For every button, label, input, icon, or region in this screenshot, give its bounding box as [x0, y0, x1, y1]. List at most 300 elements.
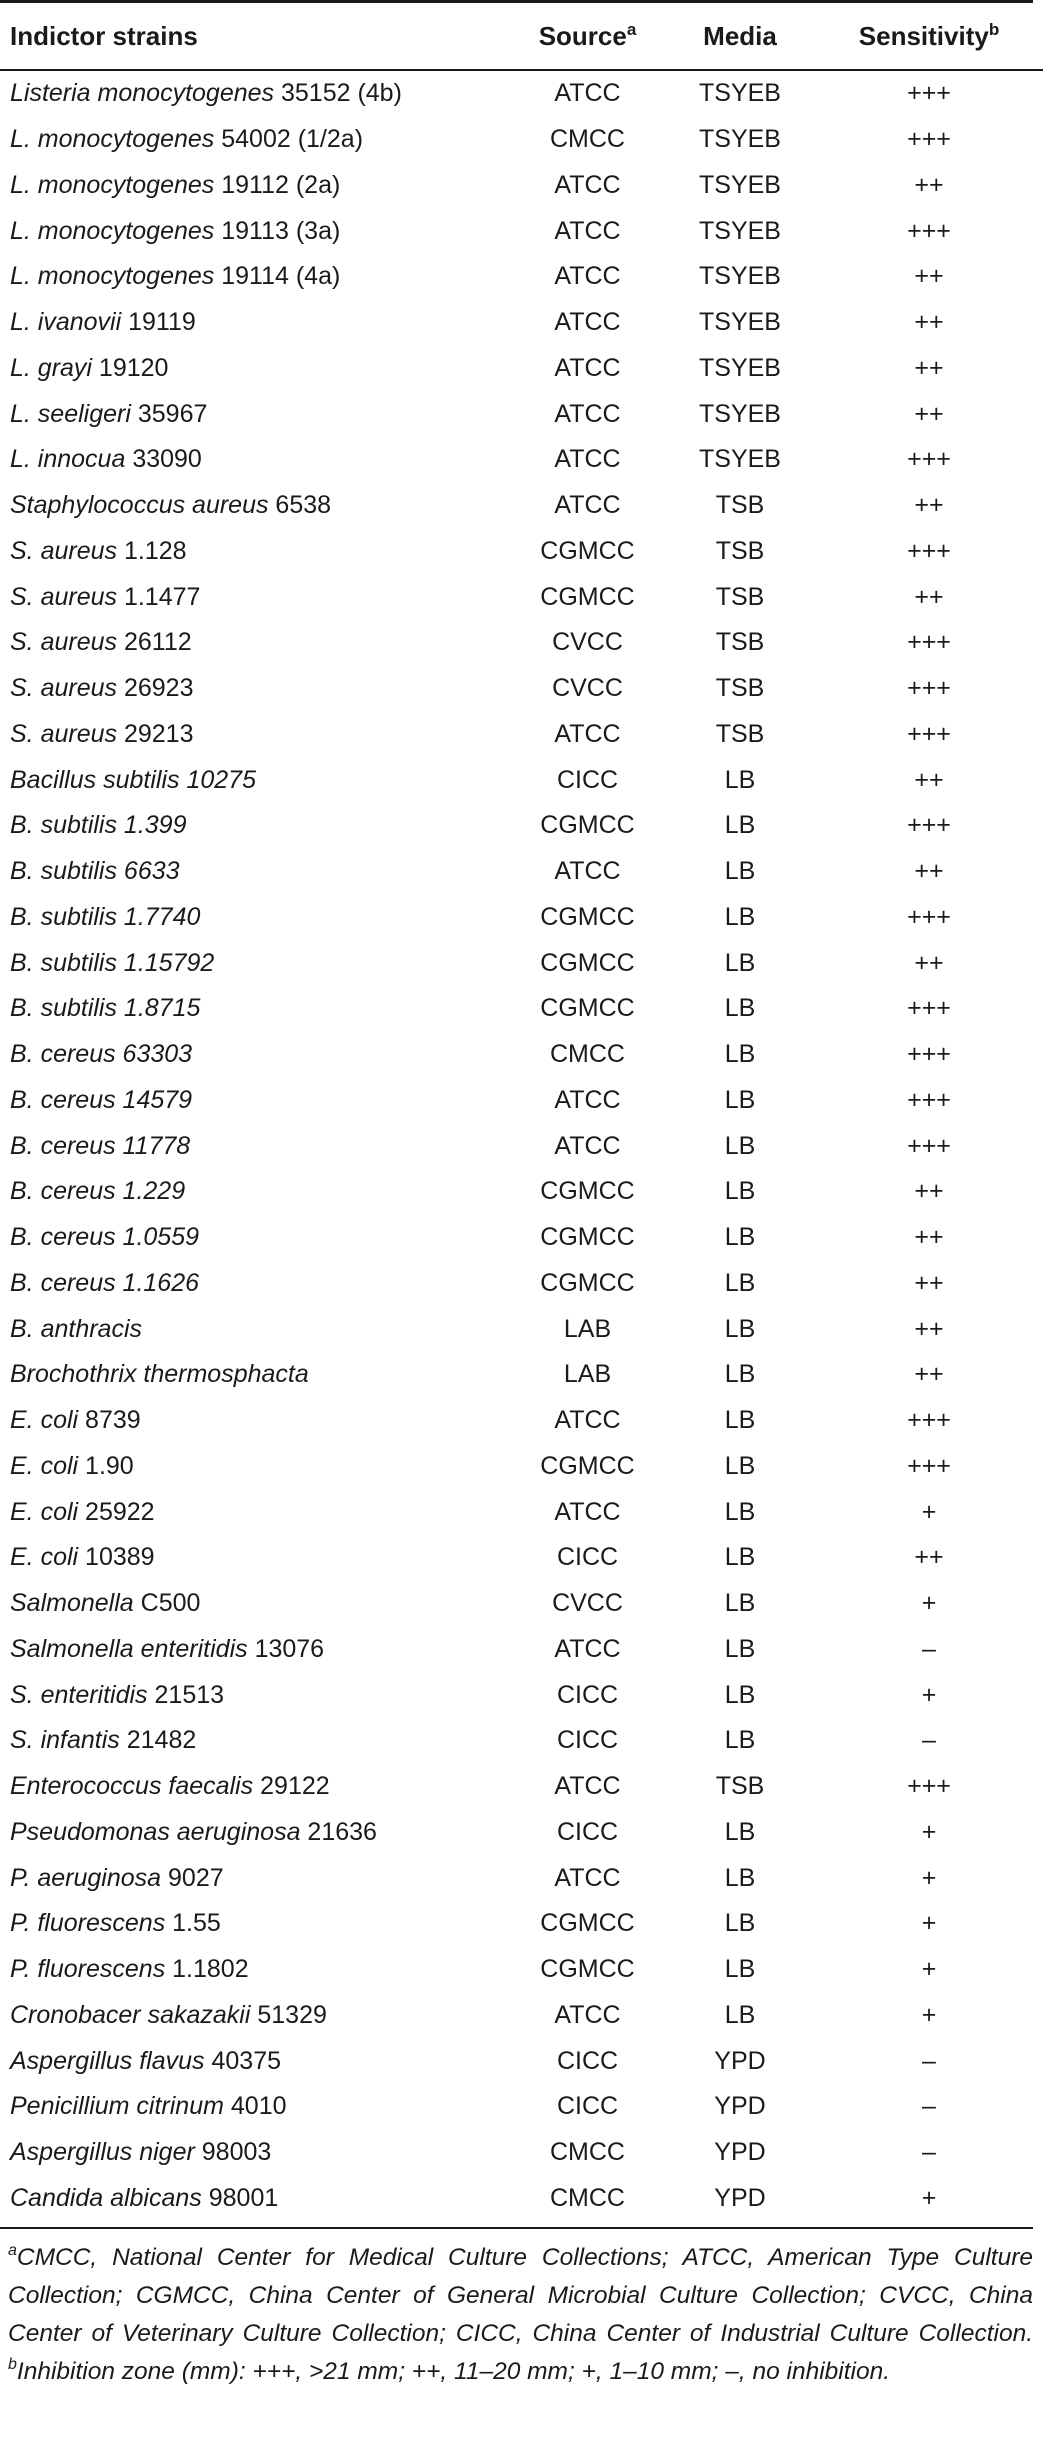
- strain-species: Brochothrix thermosphacta: [10, 1360, 309, 1389]
- table-row: [0, 1993, 1043, 2039]
- cell-strain: [0, 757, 510, 803]
- cell-strain: [0, 895, 510, 941]
- cell-media: LB: [724, 1497, 756, 1526]
- strain-number: 9027: [161, 1863, 224, 1892]
- cell-media: LB: [724, 1314, 756, 1343]
- strain-number: 21513: [147, 1680, 225, 1709]
- strain-number: 19120: [91, 353, 169, 382]
- strain-species: Bacillus subtilis 10275: [10, 765, 256, 794]
- cell-media: LB: [724, 1360, 756, 1389]
- cell-sensitivity: +++: [907, 79, 951, 108]
- cell-source: CGMCC: [540, 902, 635, 931]
- cell-media: LB: [724, 857, 756, 886]
- cell-strain: [0, 1489, 510, 1535]
- cell-source: ATCC: [554, 1772, 621, 1801]
- strain-number: 19114 (4a): [214, 262, 341, 291]
- cell-strain: [0, 1123, 510, 1169]
- cell-source: CICC: [556, 765, 619, 794]
- table-row: [0, 1855, 1043, 1901]
- cell-source: ATCC: [554, 857, 621, 886]
- cell-media: LB: [724, 1863, 756, 1892]
- cell-sensitivity: ++: [914, 1177, 944, 1206]
- cell-source: CGMCC: [540, 1909, 635, 1938]
- table-row: [0, 300, 1043, 346]
- cell-source: ATCC: [554, 445, 621, 474]
- cell-strain: [0, 1947, 510, 1993]
- table-row: [0, 1123, 1043, 1169]
- cell-media: TSYEB: [699, 79, 781, 108]
- strain-number: 51329: [250, 2000, 327, 2029]
- strain-number: 40375: [204, 2046, 281, 2075]
- cell-strain: [0, 803, 510, 849]
- footnote-a-mark: a: [8, 2242, 17, 2260]
- cell-media: LB: [724, 902, 756, 931]
- cell-media: LB: [724, 1634, 756, 1663]
- cell-sensitivity: +++: [907, 125, 951, 154]
- strain-species: S. aureus: [10, 536, 118, 565]
- strain-species: E. coli: [10, 1543, 79, 1572]
- cell-media: TSB: [715, 719, 765, 748]
- cell-sensitivity: –: [922, 2092, 936, 2121]
- cell-sensitivity: +++: [907, 1085, 951, 1114]
- cell-source: CGMCC: [540, 1268, 635, 1297]
- strain-species: Cronobacer sakazakii: [10, 2000, 251, 2029]
- header-media-label: Media: [703, 20, 777, 51]
- cell-media: LB: [724, 1406, 756, 1435]
- table-row: [0, 1032, 1043, 1078]
- cell-media: TSB: [715, 582, 765, 611]
- cell-media: TSYEB: [699, 125, 781, 154]
- cell-strain: [0, 1352, 510, 1398]
- cell-source: CGMCC: [540, 1955, 635, 1984]
- cell-source: ATCC: [554, 262, 621, 291]
- cell-source: CVCC: [552, 628, 623, 657]
- cell-strain: [0, 163, 510, 209]
- cell-source: ATCC: [554, 2000, 621, 2029]
- cell-source: ATCC: [554, 1863, 621, 1892]
- cell-media: LB: [724, 1909, 756, 1938]
- cell-media: LB: [724, 1040, 756, 1069]
- cell-sensitivity: +: [921, 1955, 937, 1984]
- strain-number: 1.128: [117, 536, 187, 565]
- cell-sensitivity: ++: [914, 262, 944, 291]
- cell-media: TSB: [715, 628, 765, 657]
- strain-species: L. monocytogenes: [10, 216, 215, 245]
- strain-species: S. enteritidis: [10, 1680, 148, 1709]
- cell-media: LB: [724, 1726, 756, 1755]
- cell-sensitivity: ++: [914, 948, 944, 977]
- cell-sensitivity: ++: [914, 1268, 944, 1297]
- cell-sensitivity: +: [921, 1863, 937, 1892]
- cell-source: CVCC: [552, 674, 623, 703]
- cell-source: CMCC: [550, 1040, 625, 1069]
- strain-number: 35967: [130, 399, 208, 428]
- table-row: [0, 1627, 1043, 1673]
- table-row: [0, 1901, 1043, 1947]
- strain-number: 21636: [300, 1817, 377, 1846]
- cell-source: ATCC: [554, 1131, 621, 1160]
- strain-species: B. subtilis 1.7740: [10, 902, 201, 931]
- cell-media: LB: [724, 1085, 756, 1114]
- strain-species: E. coli: [10, 1406, 79, 1435]
- table-row: [0, 1810, 1043, 1856]
- header-strain: [0, 3, 510, 70]
- strain-species: E. coli: [10, 1451, 79, 1480]
- cell-strain: [0, 2038, 510, 2084]
- table-row: [0, 2038, 1043, 2084]
- cell-source: CGMCC: [540, 811, 635, 840]
- cell-strain: [0, 1215, 510, 1261]
- cell-sensitivity: +: [921, 2000, 937, 2029]
- table-row: [0, 163, 1043, 209]
- cell-media: LB: [724, 1589, 756, 1618]
- table-row: [0, 208, 1043, 254]
- cell-media: LB: [724, 1177, 756, 1206]
- strain-species: S. aureus: [10, 674, 118, 703]
- cell-sensitivity: ++: [914, 170, 944, 199]
- cell-sensitivity: ++: [914, 491, 944, 520]
- cell-media: YPD: [714, 2092, 766, 2121]
- cell-source: CICC: [556, 1680, 619, 1709]
- strain-species: L. innocua: [10, 445, 126, 474]
- cell-source: CICC: [556, 1817, 619, 1846]
- strain-number: 4010: [223, 2092, 287, 2121]
- strain-species: B. cereus 1.0559: [10, 1223, 200, 1252]
- cell-strain: [0, 70, 510, 117]
- strain-species: P. fluorescens: [10, 1909, 166, 1938]
- strain-species: Pseudomonas aeruginosa: [10, 1817, 301, 1846]
- cell-sensitivity: –: [922, 2138, 936, 2167]
- cell-media: TSYEB: [699, 216, 781, 245]
- strain-species: L. monocytogenes: [10, 125, 215, 154]
- strain-species: B. subtilis 6633: [10, 857, 180, 886]
- cell-strain: [0, 483, 510, 529]
- cell-source: ATCC: [554, 491, 621, 520]
- cell-strain: [0, 391, 510, 437]
- header-media: [665, 3, 815, 70]
- cell-sensitivity: ++: [914, 308, 944, 337]
- strain-number: 6538: [268, 491, 332, 520]
- header-row: [0, 3, 1043, 70]
- table-body: [0, 70, 1043, 2221]
- header-source: [510, 3, 665, 70]
- cell-sensitivity: –: [922, 1726, 936, 1755]
- cell-media: TSB: [715, 1772, 765, 1801]
- table-row: [0, 895, 1043, 941]
- cell-source: CICC: [556, 2092, 619, 2121]
- strain-number: 29122: [253, 1772, 330, 1801]
- table-row: [0, 803, 1043, 849]
- cell-media: LB: [724, 811, 756, 840]
- cell-media: LB: [724, 765, 756, 794]
- strain-species: S. aureus: [10, 719, 118, 748]
- table-row: [0, 1535, 1043, 1581]
- strain-number: 29213: [117, 719, 194, 748]
- table-row: [0, 2130, 1043, 2176]
- cell-strain: [0, 117, 510, 163]
- strain-number: 54002 (1/2a): [214, 125, 364, 154]
- cell-sensitivity: ++: [914, 857, 944, 886]
- cell-media: LB: [724, 1131, 756, 1160]
- cell-sensitivity: +++: [907, 216, 951, 245]
- table-row: [0, 620, 1043, 666]
- strain-species: Salmonella enteritidis: [10, 1634, 248, 1663]
- cell-strain: [0, 300, 510, 346]
- cell-sensitivity: +++: [907, 1040, 951, 1069]
- strain-number: 1.90: [78, 1451, 134, 1480]
- cell-media: TSYEB: [699, 308, 781, 337]
- cell-source: CGMCC: [540, 994, 635, 1023]
- cell-source: ATCC: [554, 399, 621, 428]
- header-sensitivity-label: Sensitivity: [858, 20, 989, 51]
- cell-source: CICC: [556, 2046, 619, 2075]
- cell-media: TSB: [715, 674, 765, 703]
- table-row: [0, 437, 1043, 483]
- strain-species: B. subtilis 1.399: [10, 811, 187, 840]
- cell-sensitivity: +: [921, 1909, 937, 1938]
- strain-species: L. monocytogenes: [10, 170, 215, 199]
- footnote-a-text: CMCC, National Center for Medical Culture Collections; ATCC, American Type Culture Collection; CGMCC, China Center of General Microbial Culture Collection; CVCC, China Center of Veterinary Culture Collection; CICC, China Center of Industrial Culture Collection.: [8, 2244, 1033, 2348]
- cell-sensitivity: +: [921, 1817, 937, 1846]
- strain-number: 35152 (4b): [274, 79, 402, 108]
- strain-number: 33090: [125, 445, 202, 474]
- table-row: [0, 1352, 1043, 1398]
- cell-strain: [0, 1718, 510, 1764]
- cell-sensitivity: +++: [907, 1451, 951, 1480]
- table-row: [0, 483, 1043, 529]
- strain-number: 98001: [201, 2183, 279, 2212]
- cell-strain: [0, 574, 510, 620]
- cell-sensitivity: –: [922, 2046, 936, 2075]
- cell-sensitivity: +++: [907, 902, 951, 931]
- cell-strain: [0, 1398, 510, 1444]
- cell-media: LB: [724, 2000, 756, 2029]
- table-row: [0, 849, 1043, 895]
- table-footnote: [0, 2229, 1043, 2391]
- cell-source: CGMCC: [540, 1177, 635, 1206]
- table-row: [0, 1489, 1043, 1535]
- header-sensitivity: [815, 3, 1043, 70]
- cell-source: CVCC: [552, 1589, 623, 1618]
- cell-media: LB: [724, 1451, 756, 1480]
- strain-species: P. aeruginosa: [10, 1863, 162, 1892]
- cell-source: LAB: [563, 1314, 612, 1343]
- cell-strain: [0, 1306, 510, 1352]
- strain-species: Enterococcus faecalis: [10, 1772, 254, 1801]
- table-row: [0, 986, 1043, 1032]
- cell-sensitivity: +: [921, 1589, 937, 1618]
- strain-species: P. fluorescens: [10, 1955, 166, 1984]
- cell-sensitivity: +++: [907, 1406, 951, 1435]
- strain-species: L. seeligeri: [10, 399, 131, 428]
- cell-sensitivity: +++: [907, 994, 951, 1023]
- cell-sensitivity: +++: [907, 719, 951, 748]
- cell-strain: [0, 712, 510, 758]
- cell-strain: [0, 849, 510, 895]
- cell-media: TSB: [715, 536, 765, 565]
- strain-sensitivity-table: [0, 3, 1043, 2221]
- cell-media: LB: [724, 1268, 756, 1297]
- cell-strain: [0, 1078, 510, 1124]
- strain-species: E. coli: [10, 1497, 79, 1526]
- strain-species: L. monocytogenes: [10, 262, 215, 291]
- strain-number: 8739: [78, 1406, 141, 1435]
- cell-media: LB: [724, 1955, 756, 1984]
- strain-species: Candida albicans: [10, 2183, 202, 2212]
- strain-species: Penicillium citrinum: [10, 2092, 224, 2121]
- cell-source: CGMCC: [540, 1223, 635, 1252]
- cell-media: LB: [724, 1223, 756, 1252]
- cell-sensitivity: +++: [907, 674, 951, 703]
- cell-source: ATCC: [554, 308, 621, 337]
- table-row: [0, 2176, 1043, 2222]
- header-source-sup: a: [626, 19, 637, 39]
- cell-media: LB: [724, 1680, 756, 1709]
- cell-strain: [0, 1672, 510, 1718]
- cell-source: CMCC: [550, 2138, 625, 2167]
- cell-source: CGMCC: [540, 948, 635, 977]
- table-row: [0, 1169, 1043, 1215]
- header-strain-label: Indictor strains: [10, 20, 198, 51]
- table-row: [0, 70, 1043, 117]
- cell-strain: [0, 986, 510, 1032]
- strain-species: Staphylococcus aureus: [10, 491, 269, 520]
- cell-strain: [0, 666, 510, 712]
- cell-source: CGMCC: [540, 582, 635, 611]
- cell-sensitivity: –: [922, 1634, 936, 1663]
- cell-strain: [0, 1810, 510, 1856]
- cell-sensitivity: +++: [907, 811, 951, 840]
- cell-strain: [0, 1993, 510, 2039]
- cell-strain: [0, 1764, 510, 1810]
- header-source-label: Source: [538, 20, 627, 51]
- cell-strain: [0, 254, 510, 300]
- table-row: [0, 117, 1043, 163]
- strain-number: 13076: [247, 1634, 325, 1663]
- table-row: [0, 1718, 1043, 1764]
- cell-media: LB: [724, 948, 756, 977]
- header-sensitivity-sup: b: [988, 19, 1000, 39]
- cell-sensitivity: ++: [914, 1360, 944, 1389]
- strain-species: Aspergillus flavus: [10, 2046, 205, 2075]
- cell-source: ATCC: [554, 719, 621, 748]
- strain-species: Aspergillus niger: [10, 2138, 195, 2167]
- cell-media: LB: [724, 1543, 756, 1572]
- cell-media: TSB: [715, 491, 765, 520]
- cell-strain: [0, 529, 510, 575]
- table-row: [0, 757, 1043, 803]
- strain-number: 1.1802: [165, 1955, 249, 1984]
- table-row: [0, 254, 1043, 300]
- cell-sensitivity: +++: [907, 1131, 951, 1160]
- cell-source: ATCC: [554, 1085, 621, 1114]
- table-row: [0, 574, 1043, 620]
- cell-source: LAB: [563, 1360, 612, 1389]
- strain-number: 1.1477: [117, 582, 201, 611]
- cell-sensitivity: ++: [914, 353, 944, 382]
- cell-media: YPD: [714, 2046, 766, 2075]
- cell-strain: [0, 2176, 510, 2222]
- cell-strain: [0, 1855, 510, 1901]
- table-row: [0, 1581, 1043, 1627]
- table-row: [0, 666, 1043, 712]
- strain-number: 98003: [194, 2138, 272, 2167]
- strain-number: 19112 (2a): [214, 170, 341, 199]
- cell-strain: [0, 1901, 510, 1947]
- strain-number: C500: [133, 1589, 201, 1618]
- cell-source: ATCC: [554, 1406, 621, 1435]
- cell-media: TSYEB: [699, 170, 781, 199]
- cell-sensitivity: ++: [914, 1543, 944, 1572]
- strain-species: B. cereus 11778: [10, 1131, 191, 1160]
- cell-source: CGMCC: [540, 536, 635, 565]
- table-row: [0, 391, 1043, 437]
- cell-media: LB: [724, 994, 756, 1023]
- table-row: [0, 1215, 1043, 1261]
- cell-sensitivity: +++: [907, 536, 951, 565]
- cell-sensitivity: +++: [907, 445, 951, 474]
- cell-source: CMCC: [550, 125, 625, 154]
- cell-strain: [0, 2130, 510, 2176]
- table-row: [0, 346, 1043, 392]
- cell-sensitivity: +: [921, 2183, 937, 2212]
- cell-source: ATCC: [554, 1634, 621, 1663]
- cell-sensitivity: ++: [914, 582, 944, 611]
- cell-strain: [0, 1535, 510, 1581]
- strain-species: B. cereus 1.229: [10, 1177, 186, 1206]
- cell-strain: [0, 1444, 510, 1490]
- strain-species: B. cereus 1.1626: [10, 1268, 200, 1297]
- cell-source: ATCC: [554, 170, 621, 199]
- strain-number: 21482: [119, 1726, 197, 1755]
- cell-strain: [0, 437, 510, 483]
- cell-strain: [0, 346, 510, 392]
- strain-number: 1.55: [165, 1909, 221, 1938]
- cell-sensitivity: ++: [914, 1314, 944, 1343]
- strain-species: Salmonella: [10, 1589, 134, 1618]
- cell-sensitivity: ++: [914, 1223, 944, 1252]
- table-row: [0, 1306, 1043, 1352]
- table-row: [0, 940, 1043, 986]
- strain-species: L. ivanovii: [10, 308, 122, 337]
- cell-media: YPD: [714, 2138, 766, 2167]
- cell-source: CGMCC: [540, 1451, 635, 1480]
- table-row: [0, 1947, 1043, 1993]
- cell-strain: [0, 1032, 510, 1078]
- strain-species: B. cereus 63303: [10, 1040, 193, 1069]
- cell-source: ATCC: [554, 79, 621, 108]
- strain-species: Listeria monocytogenes: [10, 79, 275, 108]
- cell-strain: [0, 208, 510, 254]
- strain-number: 25922: [78, 1497, 155, 1526]
- strain-species: S. infantis: [10, 1726, 120, 1755]
- cell-strain: [0, 1169, 510, 1215]
- strain-species: S. aureus: [10, 628, 118, 657]
- cell-strain: [0, 1261, 510, 1307]
- table-row: [0, 1078, 1043, 1124]
- cell-strain: [0, 1627, 510, 1673]
- strain-species: B. anthracis: [10, 1314, 143, 1343]
- cell-media: TSYEB: [699, 445, 781, 474]
- table-row: [0, 712, 1043, 758]
- cell-source: ATCC: [554, 353, 621, 382]
- strain-species: L. grayi: [10, 353, 92, 382]
- cell-sensitivity: ++: [914, 765, 944, 794]
- table-row: [0, 1398, 1043, 1444]
- strain-number: 10389: [78, 1543, 155, 1572]
- cell-sensitivity: +: [921, 1497, 937, 1526]
- cell-sensitivity: +++: [907, 1772, 951, 1801]
